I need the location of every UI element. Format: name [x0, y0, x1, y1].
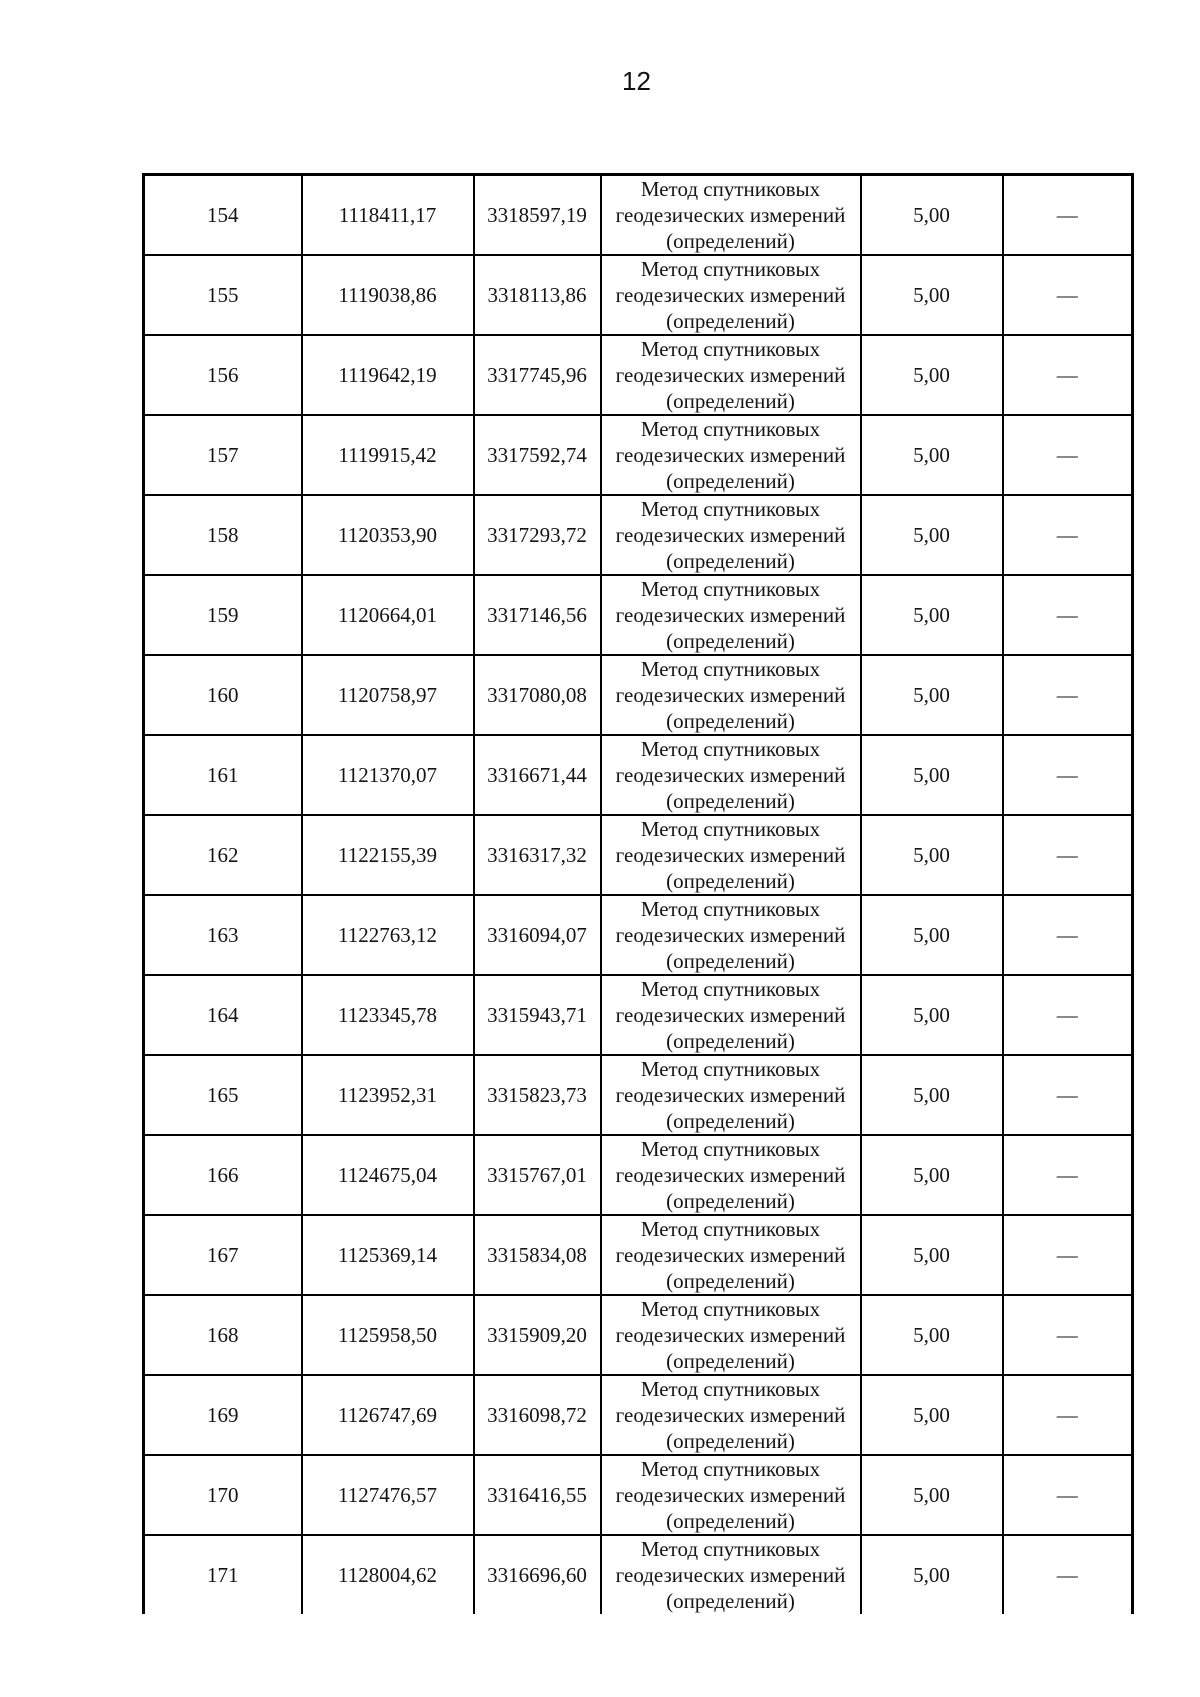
method-cell: Метод спутниковых геодезических измерений (определений) [601, 1535, 861, 1614]
y-coordinate-cell: 3317146,56 [474, 575, 601, 655]
table-row [144, 1535, 1133, 1614]
y-coordinate-cell: 3315943,71 [474, 975, 601, 1055]
point-number-cell: 168 [144, 1295, 302, 1375]
x-coordinate-cell: 1120353,90 [302, 495, 474, 575]
point-number-cell: 167 [144, 1215, 302, 1295]
note-cell: — [1003, 255, 1133, 335]
note-cell: — [1003, 815, 1133, 895]
y-coordinate-cell: 3316416,55 [474, 1455, 601, 1535]
table-row [144, 575, 1133, 655]
note-cell: — [1003, 1135, 1133, 1215]
method-cell: Метод спутниковых геодезических измерений (определений) [601, 1375, 861, 1455]
table-row [144, 1215, 1133, 1295]
table-row [144, 1455, 1133, 1535]
precision-cell: 5,00 [861, 175, 1003, 256]
point-number-cell: 164 [144, 975, 302, 1055]
x-coordinate-cell: 1118411,17 [302, 175, 474, 256]
note-cell: — [1003, 1055, 1133, 1135]
x-coordinate-cell: 1125369,14 [302, 1215, 474, 1295]
note-cell: — [1003, 975, 1133, 1055]
table-row [144, 1055, 1133, 1135]
method-cell: Метод спутниковых геодезических измерений (определений) [601, 415, 861, 495]
note-cell: — [1003, 1215, 1133, 1295]
method-cell: Метод спутниковых геодезических измерений (определений) [601, 735, 861, 815]
y-coordinate-cell: 3315834,08 [474, 1215, 601, 1295]
y-coordinate-cell: 3315909,20 [474, 1295, 601, 1375]
method-cell: Метод спутниковых геодезических измерений (определений) [601, 335, 861, 415]
x-coordinate-cell: 1121370,07 [302, 735, 474, 815]
table-row [144, 815, 1133, 895]
note-cell: — [1003, 735, 1133, 815]
precision-cell: 5,00 [861, 895, 1003, 975]
note-cell: — [1003, 495, 1133, 575]
table-row [144, 975, 1133, 1055]
table-row [144, 655, 1133, 735]
x-coordinate-cell: 1120758,97 [302, 655, 474, 735]
precision-cell: 5,00 [861, 495, 1003, 575]
precision-cell: 5,00 [861, 1535, 1003, 1614]
point-number-cell: 156 [144, 335, 302, 415]
coordinates-table-body [144, 175, 1133, 1615]
y-coordinate-cell: 3315823,73 [474, 1055, 601, 1135]
note-cell: — [1003, 415, 1133, 495]
precision-cell: 5,00 [861, 415, 1003, 495]
x-coordinate-cell: 1120664,01 [302, 575, 474, 655]
y-coordinate-cell: 3315767,01 [474, 1135, 601, 1215]
x-coordinate-cell: 1124675,04 [302, 1135, 474, 1215]
x-coordinate-cell: 1128004,62 [302, 1535, 474, 1614]
point-number-cell: 157 [144, 415, 302, 495]
y-coordinate-cell: 3318113,86 [474, 255, 601, 335]
x-coordinate-cell: 1119915,42 [302, 415, 474, 495]
point-number-cell: 158 [144, 495, 302, 575]
method-cell: Метод спутниковых геодезических измерений (определений) [601, 1135, 861, 1215]
precision-cell: 5,00 [861, 575, 1003, 655]
y-coordinate-cell: 3316671,44 [474, 735, 601, 815]
method-cell: Метод спутниковых геодезических измерений (определений) [601, 175, 861, 256]
precision-cell: 5,00 [861, 1375, 1003, 1455]
precision-cell: 5,00 [861, 735, 1003, 815]
table-row [144, 1295, 1133, 1375]
x-coordinate-cell: 1119642,19 [302, 335, 474, 415]
note-cell: — [1003, 655, 1133, 735]
point-number-cell: 163 [144, 895, 302, 975]
point-number-cell: 161 [144, 735, 302, 815]
method-cell: Метод спутниковых геодезических измерений (определений) [601, 895, 861, 975]
x-coordinate-cell: 1119038,86 [302, 255, 474, 335]
x-coordinate-cell: 1123345,78 [302, 975, 474, 1055]
table-row [144, 1375, 1133, 1455]
y-coordinate-cell: 3316696,60 [474, 1535, 601, 1614]
point-number-cell: 159 [144, 575, 302, 655]
method-cell: Метод спутниковых геодезических измерений (определений) [601, 655, 861, 735]
x-coordinate-cell: 1122155,39 [302, 815, 474, 895]
precision-cell: 5,00 [861, 1135, 1003, 1215]
note-cell: — [1003, 575, 1133, 655]
point-number-cell: 155 [144, 255, 302, 335]
point-number-cell: 166 [144, 1135, 302, 1215]
x-coordinate-cell: 1122763,12 [302, 895, 474, 975]
table-row [144, 895, 1133, 975]
y-coordinate-cell: 3317293,72 [474, 495, 601, 575]
x-coordinate-cell: 1126747,69 [302, 1375, 474, 1455]
table-row [144, 255, 1133, 335]
method-cell: Метод спутниковых геодезических измерений (определений) [601, 575, 861, 655]
table-row [144, 415, 1133, 495]
precision-cell: 5,00 [861, 1215, 1003, 1295]
point-number-cell: 154 [144, 175, 302, 256]
method-cell: Метод спутниковых геодезических измерений (определений) [601, 975, 861, 1055]
precision-cell: 5,00 [861, 1055, 1003, 1135]
precision-cell: 5,00 [861, 655, 1003, 735]
table-row [144, 1135, 1133, 1215]
precision-cell: 5,00 [861, 1455, 1003, 1535]
note-cell: — [1003, 1535, 1133, 1614]
precision-cell: 5,00 [861, 975, 1003, 1055]
table-row [144, 495, 1133, 575]
table-row [144, 335, 1133, 415]
point-number-cell: 165 [144, 1055, 302, 1135]
point-number-cell: 171 [144, 1535, 302, 1614]
coordinates-table [142, 173, 1134, 1614]
method-cell: Метод спутниковых геодезических измерений (определений) [601, 1215, 861, 1295]
note-cell: — [1003, 1295, 1133, 1375]
method-cell: Метод спутниковых геодезических измерений (определений) [601, 1295, 861, 1375]
point-number-cell: 162 [144, 815, 302, 895]
point-number-cell: 160 [144, 655, 302, 735]
x-coordinate-cell: 1125958,50 [302, 1295, 474, 1375]
note-cell: — [1003, 1455, 1133, 1535]
y-coordinate-cell: 3316317,32 [474, 815, 601, 895]
precision-cell: 5,00 [861, 335, 1003, 415]
y-coordinate-cell: 3317080,08 [474, 655, 601, 735]
method-cell: Метод спутниковых геодезических измерений (определений) [601, 1455, 861, 1535]
note-cell: — [1003, 335, 1133, 415]
method-cell: Метод спутниковых геодезических измерений (определений) [601, 815, 861, 895]
y-coordinate-cell: 3316094,07 [474, 895, 601, 975]
y-coordinate-cell: 3317745,96 [474, 335, 601, 415]
method-cell: Метод спутниковых геодезических измерений (определений) [601, 255, 861, 335]
precision-cell: 5,00 [861, 815, 1003, 895]
page-number: 12 [622, 66, 651, 96]
y-coordinate-cell: 3317592,74 [474, 415, 601, 495]
y-coordinate-cell: 3316098,72 [474, 1375, 601, 1455]
note-cell: — [1003, 1375, 1133, 1455]
point-number-cell: 169 [144, 1375, 302, 1455]
point-number-cell: 170 [144, 1455, 302, 1535]
x-coordinate-cell: 1123952,31 [302, 1055, 474, 1135]
precision-cell: 5,00 [861, 1295, 1003, 1375]
method-cell: Метод спутниковых геодезических измерений (определений) [601, 1055, 861, 1135]
method-cell: Метод спутниковых геодезических измерений (определений) [601, 495, 861, 575]
precision-cell: 5,00 [861, 255, 1003, 335]
table-row [144, 735, 1133, 815]
table-row [144, 175, 1133, 256]
note-cell: — [1003, 895, 1133, 975]
y-coordinate-cell: 3318597,19 [474, 175, 601, 256]
x-coordinate-cell: 1127476,57 [302, 1455, 474, 1535]
note-cell: — [1003, 175, 1133, 256]
